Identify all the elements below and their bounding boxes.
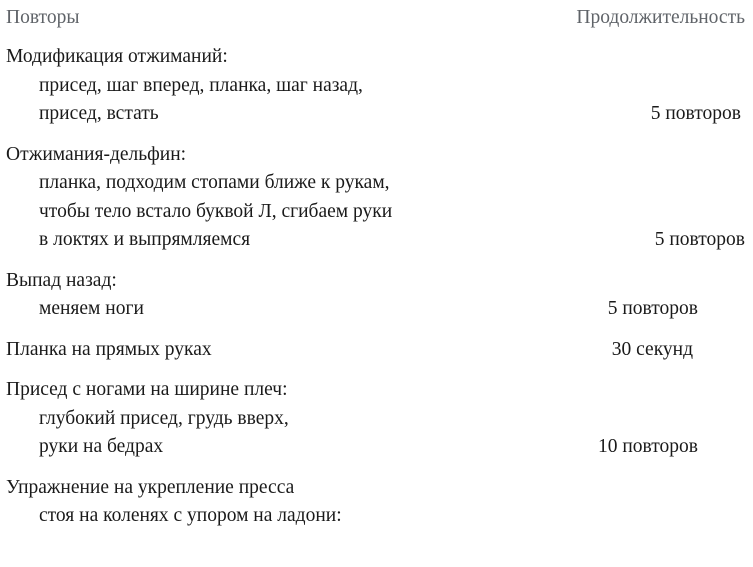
exercise-reps: 30 секунд <box>611 338 693 360</box>
column-header-reps: Повторы <box>6 7 80 28</box>
exercise-reps: 5 повторов <box>654 229 745 251</box>
exercise-row <box>6 43 745 129</box>
exercise-title: Выпад назад: <box>6 269 117 291</box>
exercise-detail: чтобы тело встало буквой Л, сгибаем руки <box>39 200 393 222</box>
exercise-detail: глубокий присед, грудь вверх, <box>39 407 289 429</box>
column-header-duration: Продолжительность <box>576 7 745 28</box>
exercise-title: Модификация отжиманий: <box>6 46 228 68</box>
table-header <box>6 6 745 29</box>
exercise-reps: 10 повторов <box>597 436 698 458</box>
exercise-row <box>6 376 745 462</box>
exercise-title: Упражнение на укрепление пресса <box>6 476 295 498</box>
exercise-row <box>6 474 745 531</box>
exercise-detail: стоя на коленях с упором на ладони: <box>39 505 342 527</box>
exercise-detail: присед, шаг вперед, планка, шаг назад, <box>39 74 363 96</box>
exercise-row <box>6 336 745 365</box>
exercise-row <box>6 267 745 324</box>
exercise-detail: в локтях и выпрямляемся 5 повторов <box>6 226 745 255</box>
exercise-detail: меняем ноги 5 повторов <box>6 295 745 324</box>
exercise-reps: 5 повторов <box>607 298 698 320</box>
exercise-title: Отжимания-дельфин: <box>6 143 187 165</box>
exercise-detail: планка, подходим стопами ближе к рукам, <box>39 172 390 194</box>
exercise-detail: руки на бедрах 10 повторов <box>6 433 745 462</box>
exercise-title: Планка на прямых руках 30 секунд <box>6 336 745 365</box>
exercise-title: Присед с ногами на ширине плеч: <box>6 379 288 401</box>
exercise-row <box>6 141 745 255</box>
exercise-reps: 5 повторов <box>650 103 741 125</box>
exercise-detail: присед, встать 5 повторов <box>6 100 745 129</box>
